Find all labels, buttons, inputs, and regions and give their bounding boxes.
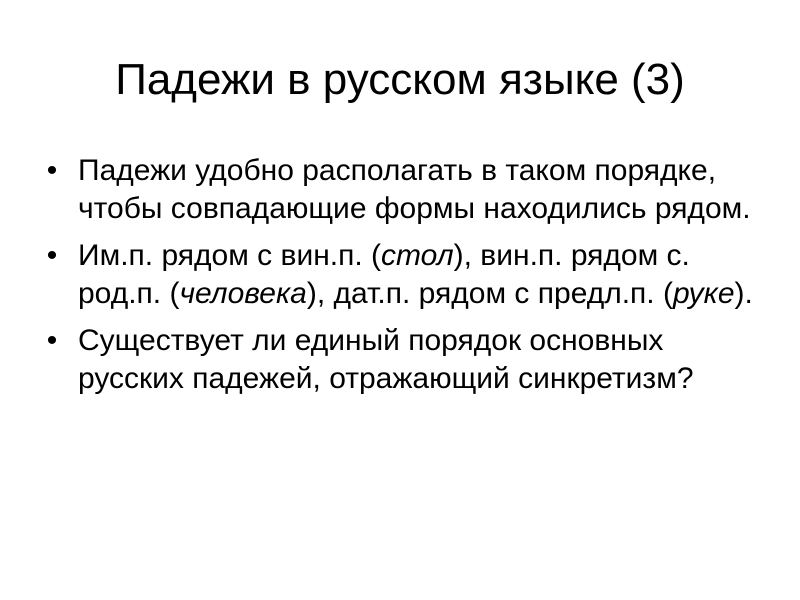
bullet-text-part: ).	[734, 277, 753, 310]
bullet-text-part: Им.п. рядом с вин.п. (	[78, 239, 382, 272]
bullet-item	[40, 322, 770, 398]
slide-title: Падежи в русском языке (3)	[115, 55, 685, 104]
bullet-icon: •	[46, 324, 58, 357]
bullet-text-part: ), дат.п. рядом с предл.п. (	[306, 277, 673, 310]
bullet-text: Падежи удобно располагать в таком порядке, чтобы совпадающие формы находились рядом.	[78, 154, 751, 225]
example-word: руке	[672, 277, 735, 310]
bullet-item	[40, 152, 770, 228]
bullet-text: Существует ли единый порядок основных русских падежей, отражающий синкретизм?	[78, 324, 694, 395]
bullet-icon: •	[46, 154, 58, 187]
example-word: стол	[381, 239, 454, 272]
bullet-icon: •	[46, 239, 58, 272]
bullet-list	[40, 152, 770, 407]
example-word: человека	[179, 277, 307, 310]
bullet-item	[40, 237, 770, 313]
bullet-text	[78, 239, 753, 310]
bullet-text-part: ), вин.п. рядом с. род.п. (	[78, 239, 690, 310]
